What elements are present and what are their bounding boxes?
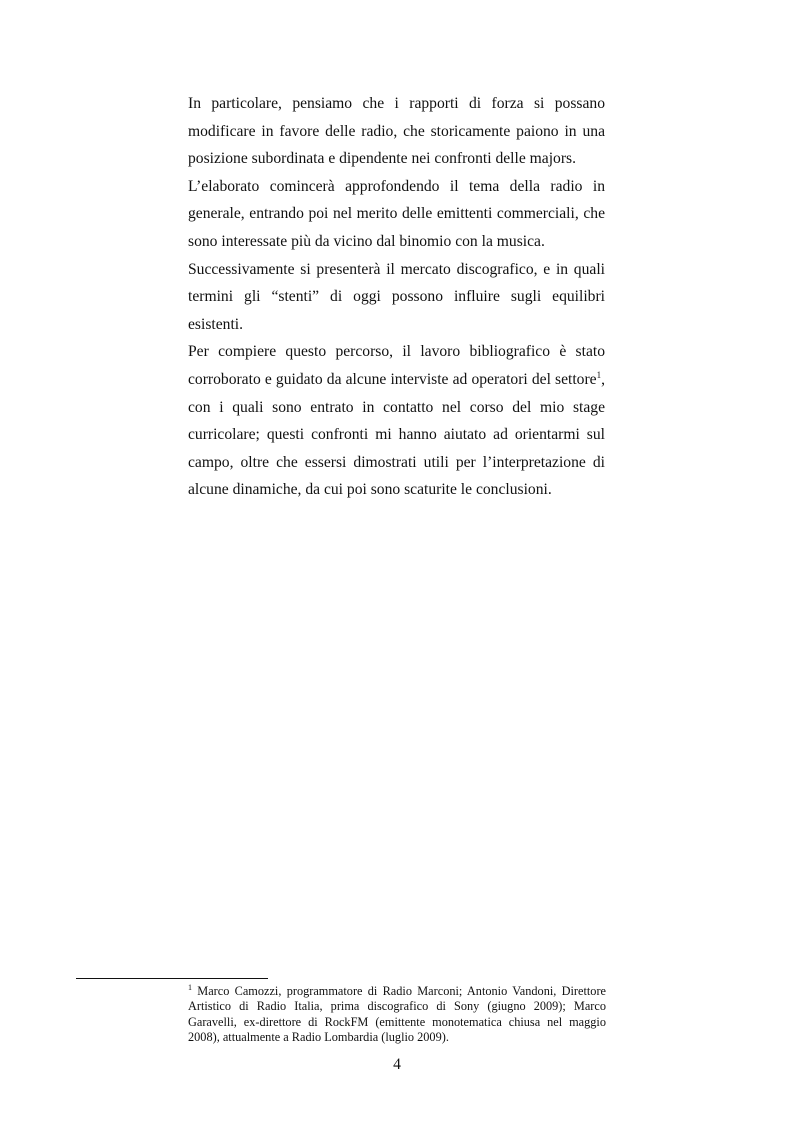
body-text: [188, 90, 605, 504]
footnote-reference[interactable]: 1: [596, 369, 602, 380]
footnote: [188, 984, 606, 1046]
page-number: 4: [393, 1056, 401, 1073]
footnote-separator: [76, 978, 268, 979]
paragraph-1-text: In particolare, pensiamo che i rapporti di forza si possano modificare in favore delle radio, che storicamente paiono in una posizione subordinata e dipendente nei confronti delle majors.: [188, 95, 605, 168]
paragraph-1: [188, 90, 605, 173]
paragraph-4: [188, 338, 605, 504]
footnote-text: Marco Camozzi, programmatore di Radio Marconi; Antonio Vandoni, Direttore Artistico di Radio Italia, prima discografico di Sony (giugno 2009); Marco Garavelli, ex-direttore di RockFM (emittente monotematica chiusa nel maggio 2008), attualmente a Radio Lombardia (luglio 2009).: [188, 984, 606, 1045]
paragraph-3-text: Successivamente si presenterà il mercato discografico, e in quali termini gli “stenti” di oggi possono influire sugli equilibri esistenti.: [188, 260, 605, 333]
paragraph-2-text: L’elaborato comincerà approfondendo il tema della radio in generale, entrando poi nel merito delle emittenti commerciali, che sono interessate più da vicino dal binomio con la musica.: [188, 177, 605, 250]
paragraph-4-text-start: Per compiere questo percorso, il lavoro bibliografico è stato corroborato e guidato da alcune interviste ad operatori del settore: [188, 343, 605, 388]
paragraph-3: [188, 256, 605, 339]
footnote-marker: 1: [188, 983, 192, 992]
paragraph-2: [188, 173, 605, 256]
paragraph-4-text-end: , con i quali sono entrato in contatto nel corso del mio stage curricolare; questi confronti mi hanno aiutato ad orientarmi sul campo, oltre che essersi dimostrati utili per l’interpretazione di alcune dinamiche, da cui poi sono scaturite le conclusioni.: [188, 370, 605, 499]
